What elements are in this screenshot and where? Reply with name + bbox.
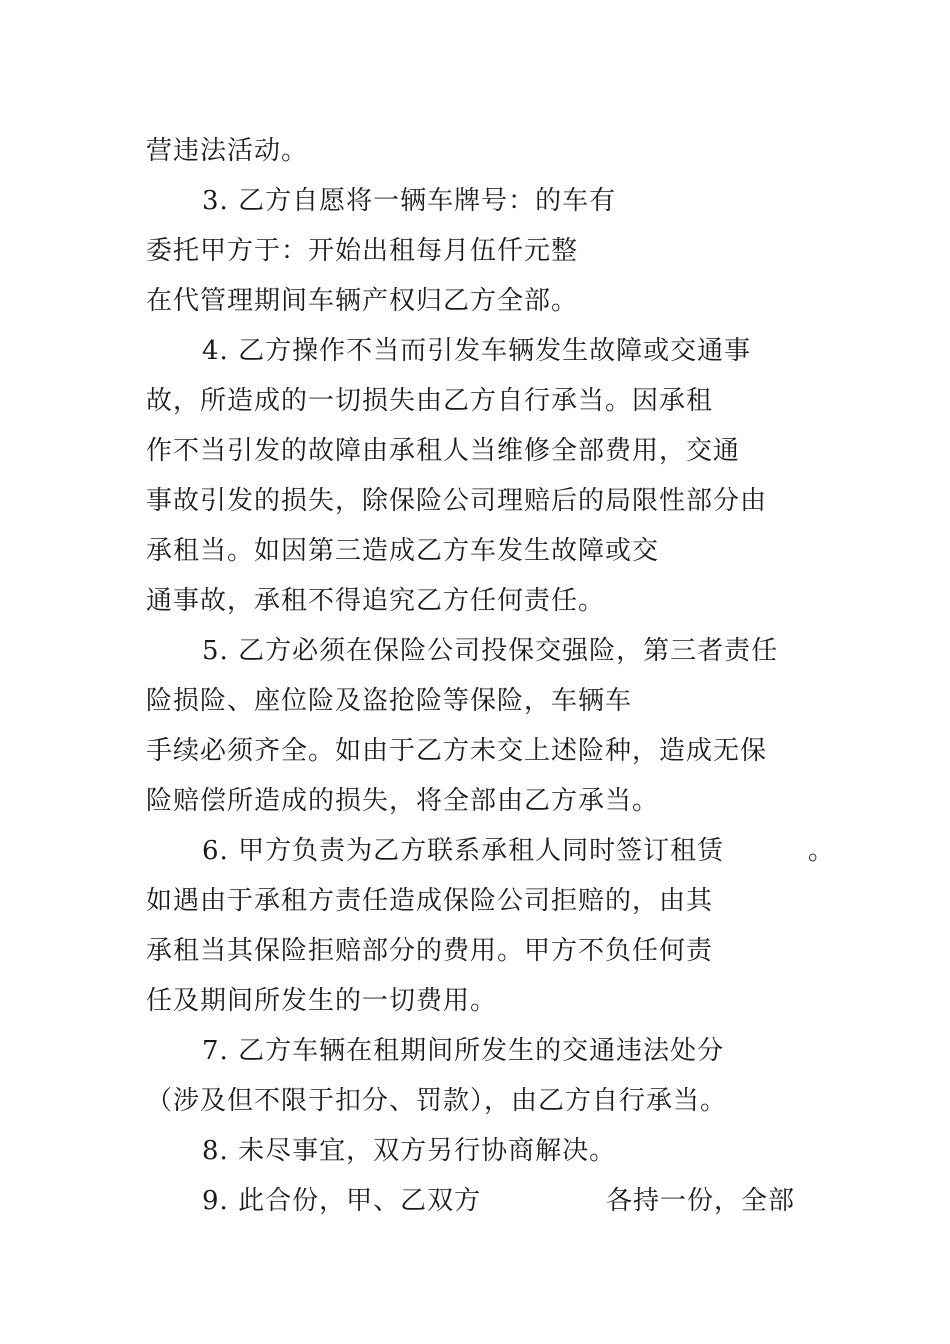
clause-4-line-5: 承租当。如因第三造成乙方车发生故障或交 [146,536,660,566]
text-line-1: 营违法活动。 [146,136,309,166]
clause-5-line-4: 险赔偿所造成的损失，将全部由乙方承当。 [146,786,660,816]
clause-6-line-1: 6. 甲方负责为乙方联系承租人同时签订租赁 [202,836,725,866]
clause-3-line-3: 在代管理期间车辆产权归乙方全部。 [146,286,579,316]
clause-6-line-4: 任及期间所发生的一切费用。 [146,986,498,1016]
clause-5-line-3: 手续必须齐全。如由于乙方未交上述险种，造成无保 [146,736,768,766]
clause-3-line-2: 委托甲方于：开始出租每月伍仟元整 [146,236,579,266]
clause-4-line-3: 作不当引发的故障由承租人当维修全部费用，交通 [146,436,741,466]
clause-7-line-1: 7. 乙方车辆在租期间所发生的交通违法处分 [202,1036,725,1066]
clause-6-line-3: 承租当其保险拒赔部分的费用。甲方不负任何责 [146,936,714,966]
clause-9-line-1: 9. 此合份，甲、乙双方 [202,1186,482,1216]
clause-6-line-1-end: 。 [808,836,836,866]
clause-4-line-1: 4. 乙方操作不当而引发车辆发生故障或交通事 [202,336,752,366]
clause-4-line-4: 事故引发的损失，除保险公司理赔后的局限性部分由 [146,486,768,516]
clause-4-line-6: 通事故，承租不得追究乙方任何责任。 [146,586,606,616]
clause-6-line-2: 如遇由于承租方责任造成保险公司拒赔的，由其 [146,886,714,916]
clause-8-line-1: 8. 未尽事宜，双方另行协商解决。 [202,1136,617,1166]
clause-9-line-1-tail: 各持一份，全部 [606,1186,796,1216]
clause-4-line-2: 故，所造成的一切损失由乙方自行承当。因承租 [146,386,714,416]
clause-5-line-1: 5. 乙方必须在保险公司投保交强险，第三者责任 [202,636,779,666]
clause-7-line-2: （涉及但不限于扣分、罚款），由乙方自行承当。 [146,1086,728,1116]
clause-3-line-1: 3. 乙方自愿将一辆车牌号：的车有 [202,186,617,216]
clause-5-line-2: 险损险、座位险及盗抢险等保险，车辆车 [146,686,633,716]
